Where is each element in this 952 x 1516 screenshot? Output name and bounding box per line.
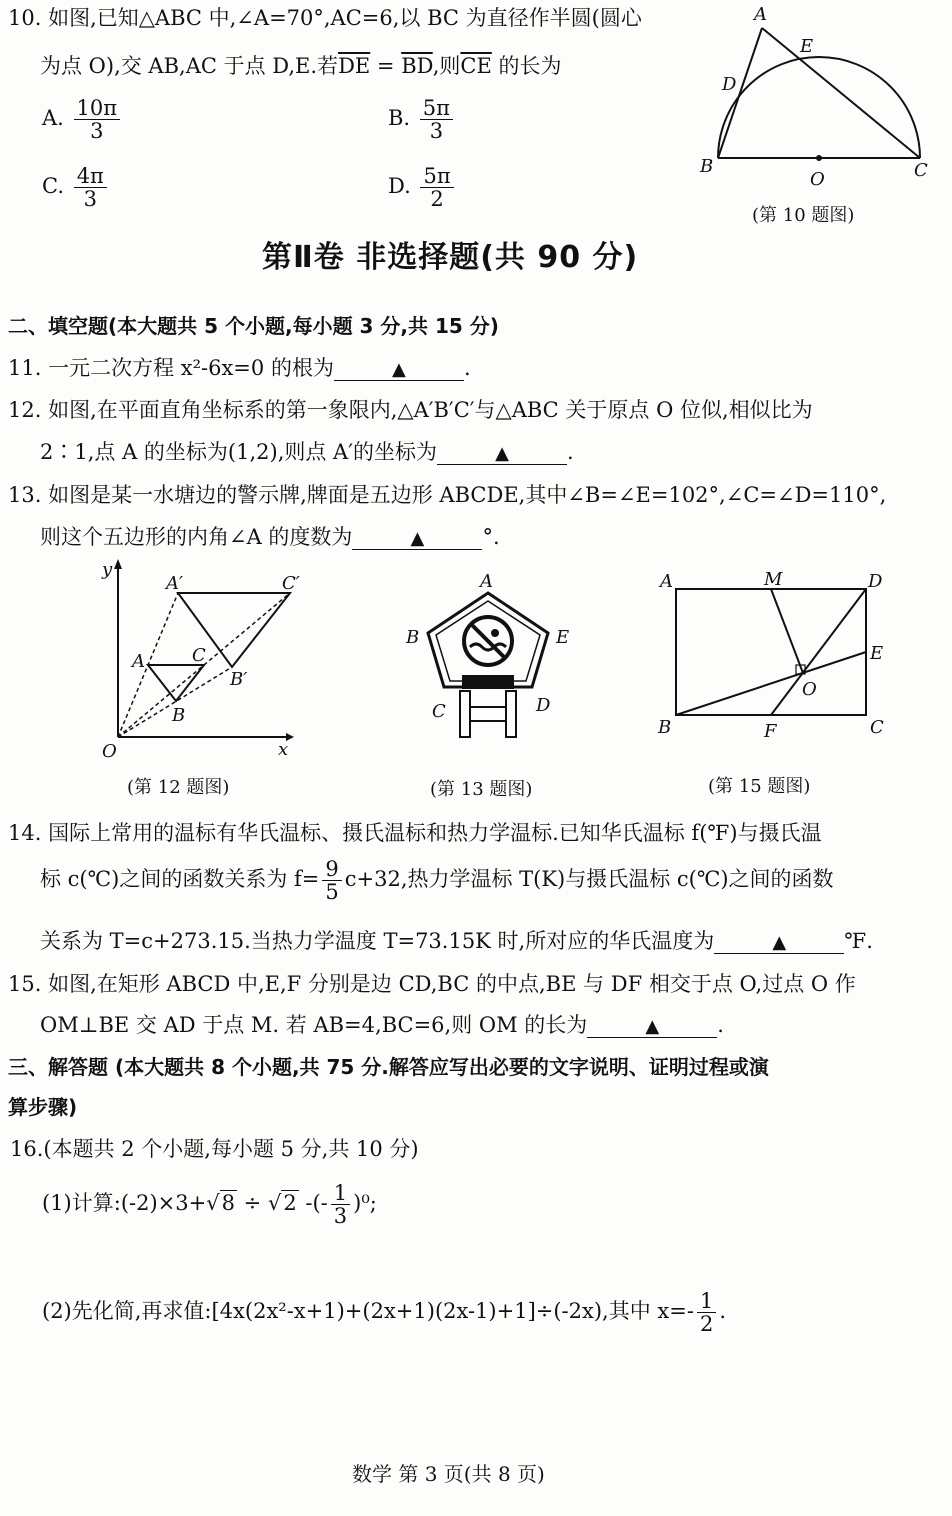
blank-mark: ▲: [410, 528, 425, 549]
q16-sqrt2: 2: [283, 1191, 297, 1216]
fig13-plaque: [462, 675, 514, 689]
fig15-line-be: [676, 652, 866, 715]
option-label: A.: [42, 106, 64, 131]
q16-head: 16.(本题共 2 个小题,每小题 5 分,共 10 分): [10, 1137, 419, 1161]
q14-blank: [714, 931, 844, 954]
q12-line1: 12. 如图,在平面直角坐标系的第一象限内,△A′B′C′与△ABC 关于原点 O 位似,相似比为: [8, 398, 813, 422]
q15-blank: [587, 1015, 717, 1038]
option-label: C.: [42, 174, 64, 199]
q10-line2-a: 为点 O),交 AB,AC 于点 D,E.若: [40, 54, 339, 78]
q15-line1: 15. 如图,在矩形 ABCD 中,E,F 分别是边 CD,BC 的中点,BE 与 DF 相交于点 O,过点 O 作: [8, 972, 856, 996]
fig15-label-a: A: [660, 571, 673, 592]
fig12-coordinate-diagram: [90, 555, 300, 770]
blank-mark: ▲: [392, 359, 406, 380]
fig12-label-c: C: [192, 645, 206, 666]
frac-den: 3: [83, 187, 97, 212]
q16-p1-fraction: [331, 1182, 350, 1227]
fig10-semicircle: [718, 57, 920, 158]
fig10-label-b: B: [700, 156, 714, 177]
blank-mark: ▲: [495, 443, 509, 464]
option-fraction: [74, 97, 121, 142]
sign-slash: [471, 624, 505, 658]
q11-blank: [334, 358, 464, 381]
q13-line1: 13. 如图是某一水塘边的警示牌,牌面是五边形 ABCDE,其中∠B=∠E=102°,∠C=∠D=110°,: [8, 483, 887, 507]
q14-line2: [40, 858, 834, 903]
q14-line3-text: 关系为 T=c+273.15.当热力学温度 T=73.15K 时,所对应的华氏温度为: [40, 929, 715, 953]
fig15-caption: (第 15 题图): [708, 776, 811, 797]
q10-option-d: [388, 165, 457, 210]
fig12-ray-b: [118, 667, 232, 737]
fig15-line-df: [771, 589, 866, 715]
q12-line2: [40, 436, 574, 466]
section3-line1: 三、解答题 (本大题共 8 个小题,共 75 分.解答应写出必要的文字说明、证明过程或演: [8, 1055, 769, 1079]
q10-line2-c: 的长为: [491, 54, 562, 78]
part2-title: 第Ⅱ卷 非选择题(共 90 分): [262, 240, 639, 275]
fig12-triangle-small: [148, 665, 204, 701]
fig15-label-b: B: [658, 717, 672, 738]
frac-num: 5π: [420, 165, 453, 188]
fig15-label-o: O: [802, 679, 817, 700]
q10-option-c: [42, 165, 110, 210]
q16-sqrt1: 8: [221, 1191, 235, 1216]
option-fraction: [420, 165, 453, 210]
option-label: B.: [388, 106, 411, 131]
q10-eq: =: [370, 54, 402, 78]
frac-num: 9: [322, 858, 341, 881]
q16-p2-end: .: [719, 1299, 726, 1324]
sqrt-icon: √: [267, 1191, 282, 1216]
fig10-label-c: C: [914, 160, 928, 181]
frac-num: 1: [697, 1290, 716, 1313]
q13-blank: [352, 527, 482, 550]
frac-num: 4π: [74, 165, 107, 188]
sqrt-icon: √: [206, 1191, 220, 1216]
sign-waves: [470, 644, 506, 650]
option-fraction: [420, 97, 453, 142]
fig13-signboard-diagram: [396, 565, 586, 765]
q14-line2-a: 标 c(℃)之间的函数关系为 f=: [40, 867, 320, 892]
q16-p1-d: )⁰;: [353, 1191, 377, 1216]
fig10-label-e: E: [800, 36, 814, 57]
fig13-label-a: A: [480, 571, 493, 592]
q14-end: ℉.: [844, 929, 873, 953]
option-label: D.: [388, 174, 411, 199]
q16-p1-b: ÷: [236, 1191, 268, 1216]
fig10-center-dot: [816, 155, 822, 161]
q15-end: .: [717, 1013, 724, 1037]
frac-num: 5π: [420, 97, 453, 120]
blank-mark: ▲: [645, 1016, 660, 1037]
blank-mark: ▲: [772, 932, 787, 953]
q16-p1-a: (1)计算:(-2)×3+: [42, 1191, 207, 1216]
fig12-caption: (第 12 题图): [127, 777, 230, 798]
fig15-label-e: E: [870, 643, 884, 664]
q12-blank: [437, 442, 567, 465]
q13-end: °.: [482, 525, 500, 549]
fig13-label-b: B: [406, 627, 420, 648]
fig12-label-x: x: [278, 739, 289, 760]
fig10-semicircle-diagram: [690, 0, 940, 195]
fig10-label-d: D: [722, 74, 737, 95]
q11: [8, 352, 471, 382]
fig10-label-o: O: [810, 169, 825, 190]
q16-p2-fraction: [697, 1290, 716, 1335]
frac-num: 10π: [74, 97, 121, 120]
q15-line2-text: OM⊥BE 交 AD 于点 M. 若 AB=4,BC=6,则 OM 的长为: [40, 1013, 588, 1037]
q14-line2-b: c+32,热力学温标 T(K)与摄氏温标 c(℃)之间的函数: [344, 867, 834, 892]
fig10-label-a: A: [754, 4, 767, 25]
fig13-label-e: E: [556, 627, 570, 648]
fig15-rectangle-diagram: [650, 565, 890, 745]
fig12-label-c2: C′: [282, 573, 300, 594]
q15-line2: [40, 1009, 724, 1039]
fig12-label-b: B: [172, 705, 186, 726]
sign-swimmer-head: [491, 629, 499, 637]
q12-line2-text: 2∶1,点 A 的坐标为(1,2),则点 A′的坐标为: [40, 440, 437, 464]
fig12-label-a: A: [132, 651, 145, 672]
fig15-label-m: M: [764, 569, 783, 590]
q11-text: 11. 一元二次方程 x²-6x=0 的根为: [8, 356, 334, 380]
fig10-caption: (第 10 题图): [752, 205, 855, 226]
q10-line2: [40, 50, 562, 80]
q10-line2-b: ,则: [432, 54, 461, 78]
arc-de: $\overline{DE}$: [338, 54, 371, 78]
frac-den: 2: [699, 1312, 714, 1337]
q10-option-b: [388, 97, 456, 142]
q13-line2-text: 则这个五边形的内角∠A 的度数为: [40, 525, 353, 549]
q16-p2-a: (2)先化简,再求值:[4x(2x²-x+1)+(2x+1)(2x-1)+1]÷(-2x),其中 x=-: [42, 1299, 694, 1324]
section3-line2: 算步骤): [8, 1095, 78, 1119]
q14-line3: [40, 925, 873, 955]
frac-den: 3: [333, 1204, 348, 1229]
arc-ce: $\overline{CE}$: [460, 54, 492, 78]
q16-p1-c: -(-: [298, 1191, 328, 1216]
q11-end: .: [463, 356, 471, 380]
arc-bd: $\overline{BD}$: [401, 54, 433, 78]
frac-num: 1: [331, 1182, 350, 1205]
q14-line1: 14. 国际上常用的温标有华氏温标、摄氏温标和热力学温标.已知华氏温标 f(℉)与摄氏温: [8, 821, 822, 845]
fig15-label-f: F: [764, 721, 777, 742]
fig15-label-c: C: [870, 717, 884, 738]
q16-part2: [42, 1290, 726, 1335]
fig15-rectangle: [676, 589, 866, 715]
fig13-label-d: D: [536, 695, 551, 716]
fig12-y-arrow: [114, 559, 122, 569]
fig12-label-o: O: [102, 741, 117, 762]
q10-line1: 10. 如图,已知△ABC 中,∠A=70°,AC=6,以 BC 为直径作半圆(圆心: [8, 6, 642, 30]
section2-title: 二、填空题(本大题共 5 个小题,每小题 3 分,共 15 分): [8, 314, 499, 338]
q12-end: .: [566, 440, 574, 464]
fig13-label-c: C: [432, 701, 446, 722]
fig12-label-b2: B′: [230, 669, 248, 690]
option-fraction: [74, 165, 107, 210]
fig13-caption: (第 13 题图): [430, 779, 533, 800]
fig13-post-left: [460, 691, 470, 737]
q13-line2: [40, 521, 500, 551]
fig13-post-right: [506, 691, 516, 737]
page-footer: 数学 第 3 页(共 8 页): [352, 1462, 545, 1486]
fig15-label-d: D: [868, 571, 883, 592]
q10-option-a: [42, 97, 123, 142]
q14-fraction: [322, 858, 341, 903]
frac-den: 3: [429, 119, 444, 144]
fig12-label-y: y: [102, 559, 113, 580]
fig15-line-om: [771, 589, 803, 673]
q16-part1: [42, 1182, 377, 1227]
frac-den: 2: [430, 187, 444, 212]
frac-den: 5: [325, 880, 339, 905]
fig12-label-a2: A′: [166, 573, 184, 594]
frac-den: 3: [90, 119, 104, 144]
